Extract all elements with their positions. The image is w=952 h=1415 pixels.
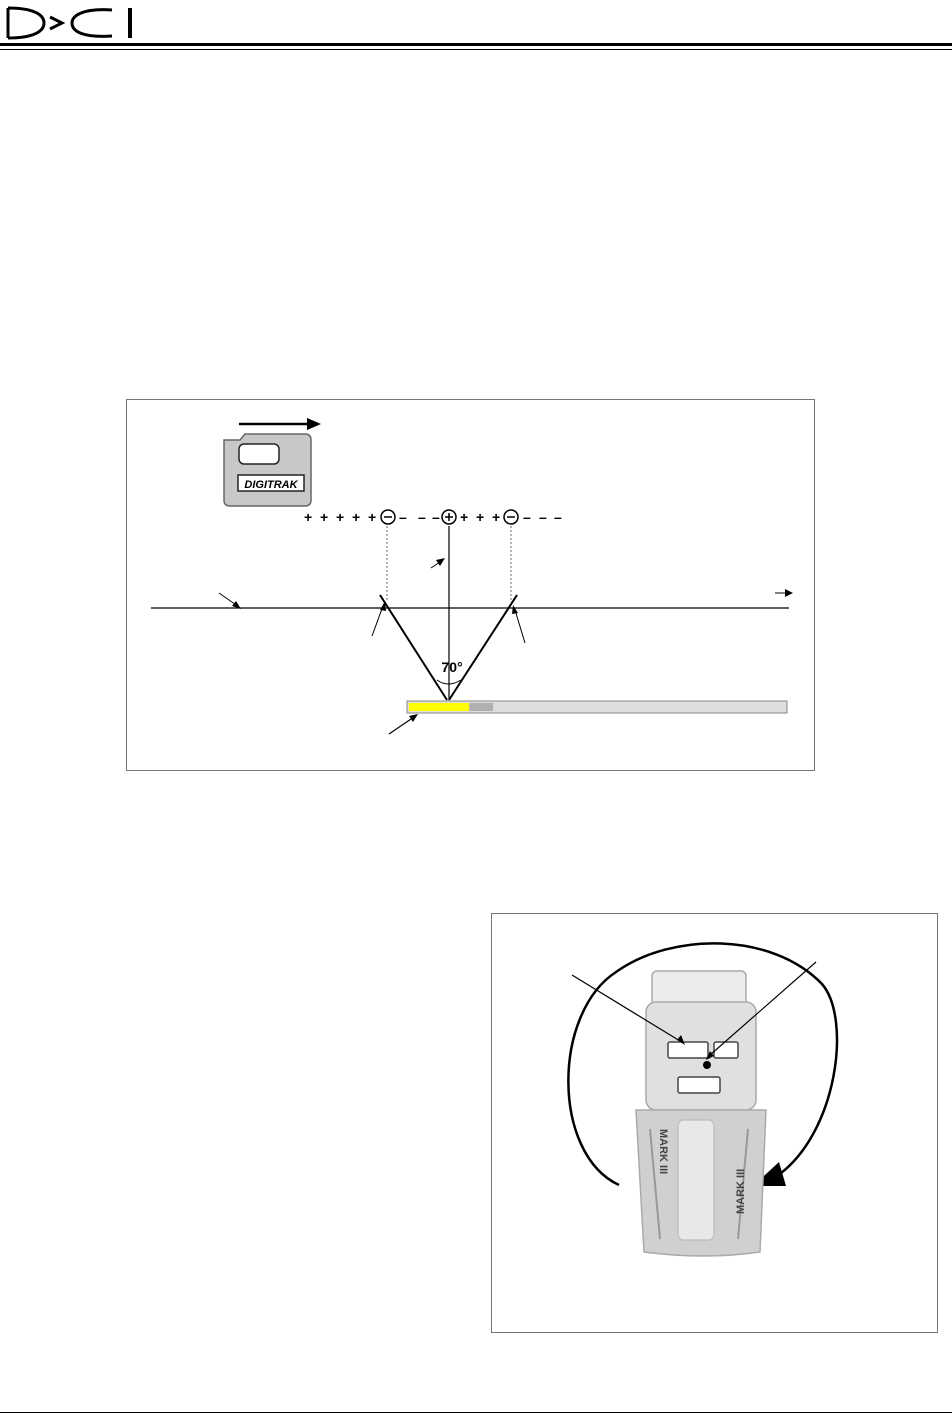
svg-text:–: – bbox=[432, 509, 440, 525]
svg-text:+: + bbox=[336, 509, 345, 525]
dci-logo bbox=[2, 6, 142, 40]
logo-arrow bbox=[50, 17, 62, 29]
svg-text:–: – bbox=[554, 509, 562, 525]
svg-text:–: – bbox=[418, 509, 426, 525]
logo-letter-c bbox=[72, 10, 112, 37]
svg-text:+: + bbox=[304, 509, 313, 525]
svg-text:+: + bbox=[320, 509, 329, 525]
header-rule-thick bbox=[0, 43, 952, 46]
locator-receiver-icon bbox=[224, 434, 311, 506]
svg-text:–: – bbox=[539, 509, 547, 525]
receiver-device bbox=[636, 971, 766, 1256]
svg-text:+: + bbox=[476, 509, 485, 525]
svg-text:+: + bbox=[460, 509, 469, 525]
field-diagram bbox=[127, 400, 816, 772]
field-polarity-row bbox=[304, 509, 562, 525]
receiver-rotation-figure bbox=[491, 913, 938, 1333]
footer-rule bbox=[0, 1412, 952, 1413]
svg-text:+: + bbox=[492, 509, 501, 525]
svg-text:+: + bbox=[352, 509, 361, 525]
logo-letter-d bbox=[8, 8, 44, 38]
svg-text:–: – bbox=[399, 509, 407, 525]
svg-text:+: + bbox=[368, 509, 377, 525]
direction-arrow-icon bbox=[307, 418, 321, 430]
signal-bar-fill bbox=[409, 703, 469, 711]
mark-iii-label-left: MARK III bbox=[657, 1129, 669, 1175]
logo-letter-i bbox=[128, 8, 132, 38]
mark-iii-label-right: MARK III bbox=[735, 1168, 747, 1214]
receiver-rotation-diagram bbox=[492, 914, 939, 1334]
svg-text:–: – bbox=[523, 509, 531, 525]
angle-label: 70° bbox=[441, 659, 463, 675]
digitrak-label: DIGITRAK bbox=[244, 479, 298, 491]
header-rule-thin bbox=[0, 49, 952, 50]
field-diagram-figure bbox=[126, 399, 815, 771]
signal-strength-bar bbox=[407, 701, 787, 713]
